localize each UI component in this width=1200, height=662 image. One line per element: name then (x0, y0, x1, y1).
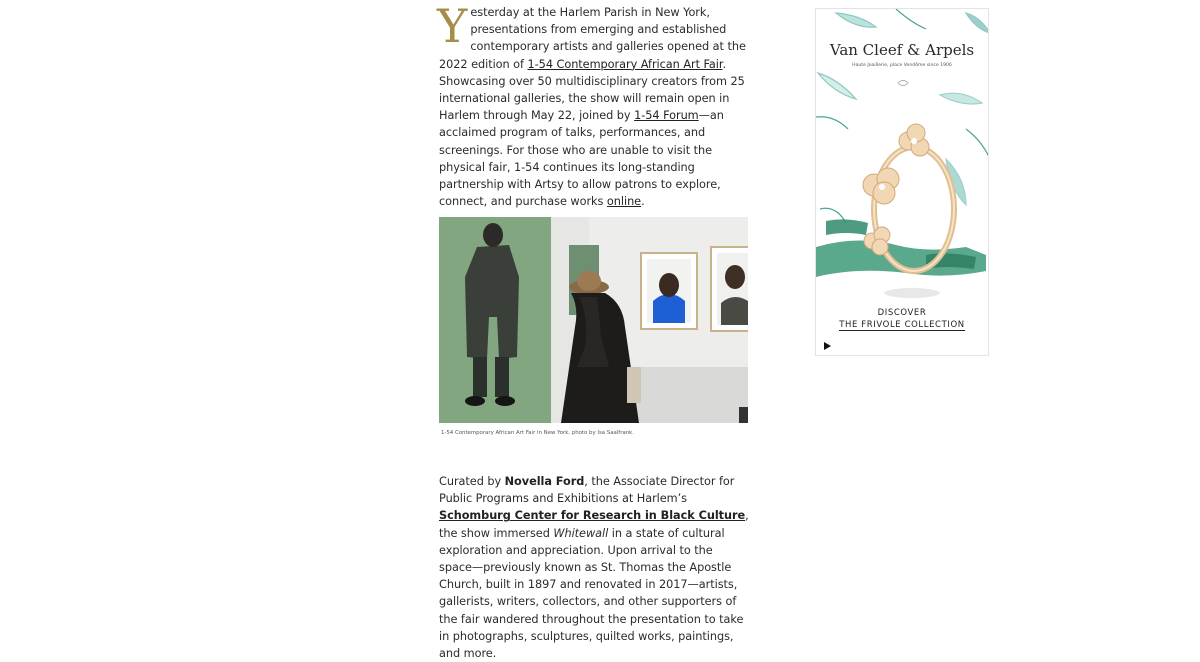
drop-cap: Y (437, 0, 468, 53)
curator-text-2: , the Associate Director for Public Programs and Exhibitions at Harlem’s (439, 475, 735, 506)
article-body (437, 0, 749, 210)
intro-text-4: . (641, 195, 645, 209)
ad-cta-discover[interactable]: DISCOVER (877, 308, 927, 318)
ad-cta-collection-label: THE FRIVOLE COLLECTION (839, 320, 965, 330)
schomburg-link[interactable]: Schomburg Center for Research in Black Culture (439, 509, 746, 523)
intro-paragraph (437, 0, 749, 210)
curator-text-4: in a state of cultural exploration and appreciation. Upon arrival to the space—previously known as St. Thomas the Apostle Church, built in 1897 and renovated in 2017—artists, gallerists, writers, collectors, and other supporters of the fair wandered throughout the presentation to take in photographs, sculptures, quilted works, paintings, and more. (439, 526, 744, 661)
curator-paragraph (439, 473, 749, 662)
ad-artwork (816, 9, 989, 356)
ad-brand-logo: Van Cleef & Arpels (829, 41, 975, 59)
online-link[interactable]: online (606, 195, 642, 209)
intro-text-2: . Showcasing over 50 multidisciplinary creators from 25 international galleries, the show will remain open in Harlem through May 22, joined by (439, 57, 745, 123)
fair-link[interactable]: 1-54 Contemporary African Art Fair (527, 57, 723, 71)
curator-name: Novella Ford (504, 475, 585, 488)
photo-caption: 1-54 Contemporary African Art Fair in New York, photo by Isa Saalfrank. (441, 430, 634, 436)
article-photo (439, 217, 748, 423)
intro-text-3: —an acclaimed program of talks, performances, and screenings. For those who are unable to visit the physical fair, 1-54 continues its long-standing partnership with Artsy to allow patrons to explore, connect, and purchase works (439, 109, 724, 209)
forum-link[interactable]: 1-54 Forum (634, 109, 699, 123)
play-icon[interactable] (824, 342, 831, 350)
curator-text-1: Curated by (439, 475, 505, 488)
intro-text-1: esterday at the Harlem Parish in New York, presentations from emerging and established contemporary artists and galleries opened at the 2022 edition of (439, 6, 746, 71)
article-body-2 (439, 473, 749, 662)
ad-cta-collection[interactable] (816, 320, 988, 330)
ad-tagline: Haute Joaillerie, place Vendôme since 1906 (852, 63, 952, 68)
curator-text-3: , the show immersed (439, 509, 749, 540)
advertisement[interactable] (815, 8, 989, 356)
publication-name: Whitewall (553, 526, 609, 540)
